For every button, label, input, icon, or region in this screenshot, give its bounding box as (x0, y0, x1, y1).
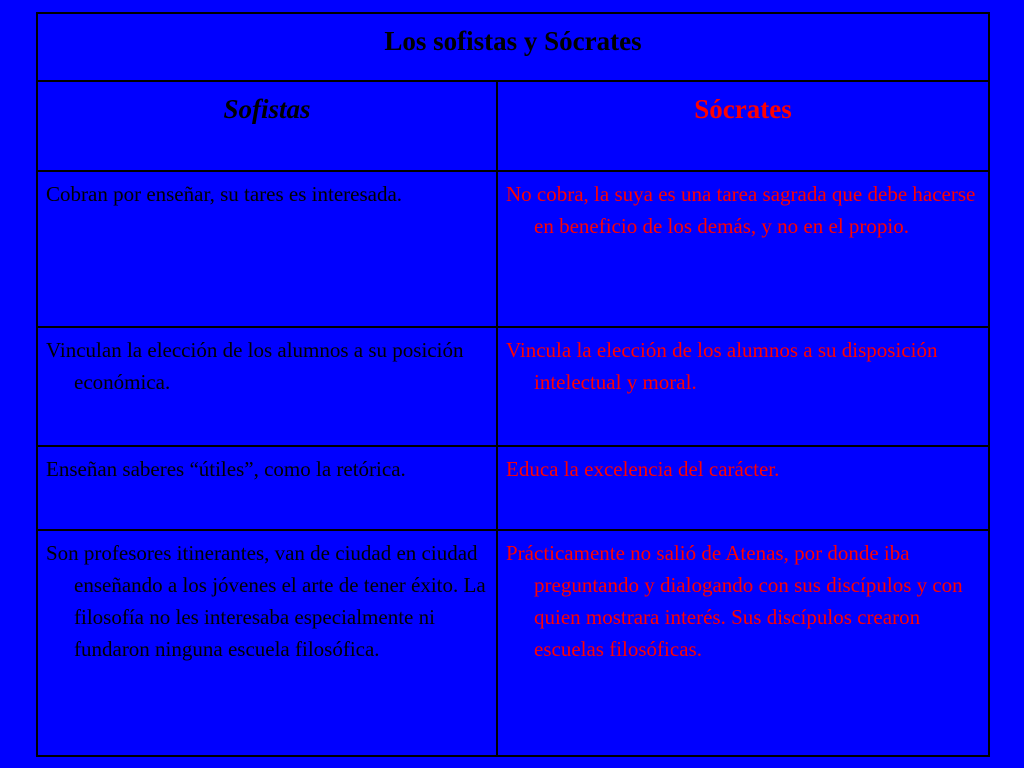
socrates-cell (497, 446, 989, 530)
sofistas-cell (37, 530, 497, 756)
comparison-table (36, 12, 990, 757)
sofistas-text: Vinculan la elección de los alumnos a su posición económica. (46, 338, 464, 394)
header-sofistas-cell (37, 81, 497, 171)
table-row (37, 327, 989, 446)
table-row (37, 446, 989, 530)
sofistas-text: Cobran por enseñar, su tares es interesada. (46, 182, 403, 206)
socrates-cell (497, 327, 989, 446)
sofistas-text: Enseñan saberes “útiles”, como la retórica. (46, 457, 406, 481)
header-sofistas: Sofistas (223, 94, 311, 124)
socrates-cell (497, 171, 989, 327)
socrates-text: Prácticamente no salió de Atenas, por donde iba preguntando y dialogando con sus discípulos y con quien mostrara interés. Sus discípulos crearon escuelas filosóficas. (506, 541, 963, 661)
table-row (37, 530, 989, 756)
sofistas-cell (37, 327, 497, 446)
socrates-text: No cobra, la suya es una tarea sagrada que debe hacerse en beneficio de los demás, y no en el propio. (506, 182, 976, 238)
socrates-text: Vincula la elección de los alumnos a su disposición intelectual y moral. (506, 338, 938, 394)
table-title: Los sofistas y Sócrates (384, 26, 642, 56)
title-cell (37, 13, 989, 81)
header-socrates: Sócrates (694, 94, 792, 124)
title-row (37, 13, 989, 81)
socrates-cell (497, 530, 989, 756)
sofistas-text: Son profesores itinerantes, van de ciudad en ciudad enseñando a los jóvenes el arte de tener éxito. La filosofía no les interesaba especialmente ni fundaron ninguna escuela filosófica. (46, 541, 486, 661)
table-row (37, 171, 989, 327)
sofistas-cell (37, 171, 497, 327)
header-row (37, 81, 989, 171)
socrates-text: Educa la excelencia del carácter. (506, 457, 780, 481)
header-socrates-cell (497, 81, 989, 171)
sofistas-cell (37, 446, 497, 530)
